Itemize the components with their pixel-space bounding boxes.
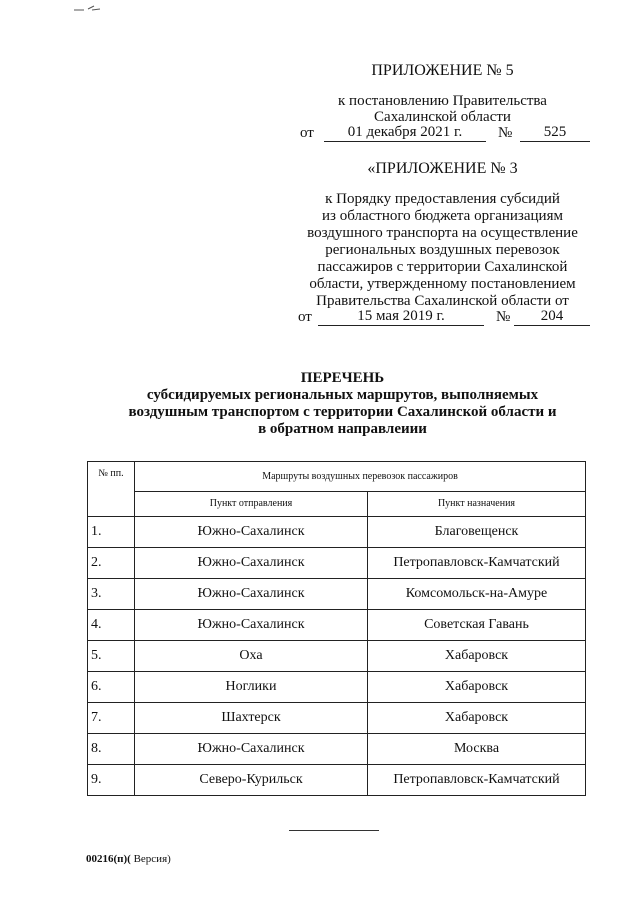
list-heading-line: субсидируемых региональных маршрутов, выполняемых (146, 387, 539, 403)
appendix3-line: Правительства Сахалинской области от (316, 293, 569, 309)
appendix3-no-label: № (496, 309, 511, 325)
destination-point: Комсомольск-на-Амуре (368, 579, 586, 610)
table-row (88, 765, 586, 796)
table-row (88, 579, 586, 610)
document-code (86, 853, 171, 865)
destination-point: Москва (368, 734, 586, 765)
departure-point: Южно-Сахалинск (135, 548, 368, 579)
list-heading-title: ПЕРЕЧЕНЬ (300, 370, 385, 386)
appendix5-from-label: от (300, 125, 314, 141)
row-number: 2. (88, 548, 135, 579)
departure-point: Оха (135, 641, 368, 672)
appendix3-line: из областного бюджета организациям (322, 208, 563, 224)
destination-point: Хабаровск (368, 641, 586, 672)
appendix3-date: 15 мая 2019 г. (318, 308, 484, 326)
destination-point: Благовещенск (368, 517, 586, 548)
scan-mark-icon (72, 4, 102, 12)
list-heading-line: воздушным транспортом с территории Сахалинской области и (128, 404, 557, 420)
departure-point: Шахтерск (135, 703, 368, 734)
appendix3-line: к Порядку предоставления субсидий (325, 191, 560, 207)
col-header-to: Пункт назначения (368, 492, 586, 517)
row-number: 8. (88, 734, 135, 765)
destination-point: Советская Гавань (368, 610, 586, 641)
table-row (88, 548, 586, 579)
appendix3-from-label: от (298, 309, 312, 325)
table-row (88, 610, 586, 641)
row-number: 7. (88, 703, 135, 734)
departure-point: Ноглики (135, 672, 368, 703)
table-row (88, 641, 586, 672)
col-header-num: № пп. (88, 462, 135, 517)
appendix3-line: региональных воздушных перевозок (325, 242, 560, 258)
col-header-from: Пункт отправления (135, 492, 368, 517)
col-header-routes: Маршруты воздушных перевозок пассажиров (135, 462, 586, 492)
departure-point: Северо-Курильск (135, 765, 368, 796)
appendix5-title: ПРИЛОЖЕНИЕ № 5 (371, 62, 514, 79)
appendix3-title: «ПРИЛОЖЕНИЕ № 3 (367, 160, 518, 177)
table-row (88, 734, 586, 765)
departure-point: Южно-Сахалинск (135, 734, 368, 765)
appendix5-no-label: № (498, 125, 513, 141)
table-row (88, 672, 586, 703)
appendix5-date: 01 декабря 2021 г. (324, 124, 486, 142)
appendix3-number: 204 (514, 308, 590, 326)
destination-point: Петропавловск-Камчатский (368, 765, 586, 796)
row-number: 6. (88, 672, 135, 703)
row-number: 1. (88, 517, 135, 548)
appendix5-line2: Сахалинской области (374, 109, 511, 125)
departure-point: Южно-Сахалинск (135, 517, 368, 548)
table-header-row (88, 462, 586, 492)
departure-point: Южно-Сахалинск (135, 579, 368, 610)
destination-point: Хабаровск (368, 703, 586, 734)
row-number: 3. (88, 579, 135, 610)
appendix3-line: воздушного транспорта на осуществление (307, 225, 578, 241)
document-version-text: Версия) (130, 853, 171, 865)
list-heading-line: в обратном направлеиии (258, 421, 427, 437)
appendix3-line: пассажиров с территории Сахалинской (317, 259, 568, 275)
destination-point: Хабаровск (368, 672, 586, 703)
departure-point: Южно-Сахалинск (135, 610, 368, 641)
routes-table (87, 461, 586, 796)
destination-point: Петропавловск-Камчатский (368, 548, 586, 579)
row-number: 5. (88, 641, 135, 672)
appendix3-line: области, утвержденному постановлением (309, 276, 576, 292)
table-subheader-row (88, 492, 586, 517)
table-row (88, 517, 586, 548)
document-code-text: 00216(п)( (86, 853, 131, 865)
footer-divider (289, 830, 379, 831)
row-number: 9. (88, 765, 135, 796)
table-row (88, 703, 586, 734)
appendix5-number: 525 (520, 124, 590, 142)
row-number: 4. (88, 610, 135, 641)
appendix5-line1: к постановлению Правительства (338, 93, 547, 109)
